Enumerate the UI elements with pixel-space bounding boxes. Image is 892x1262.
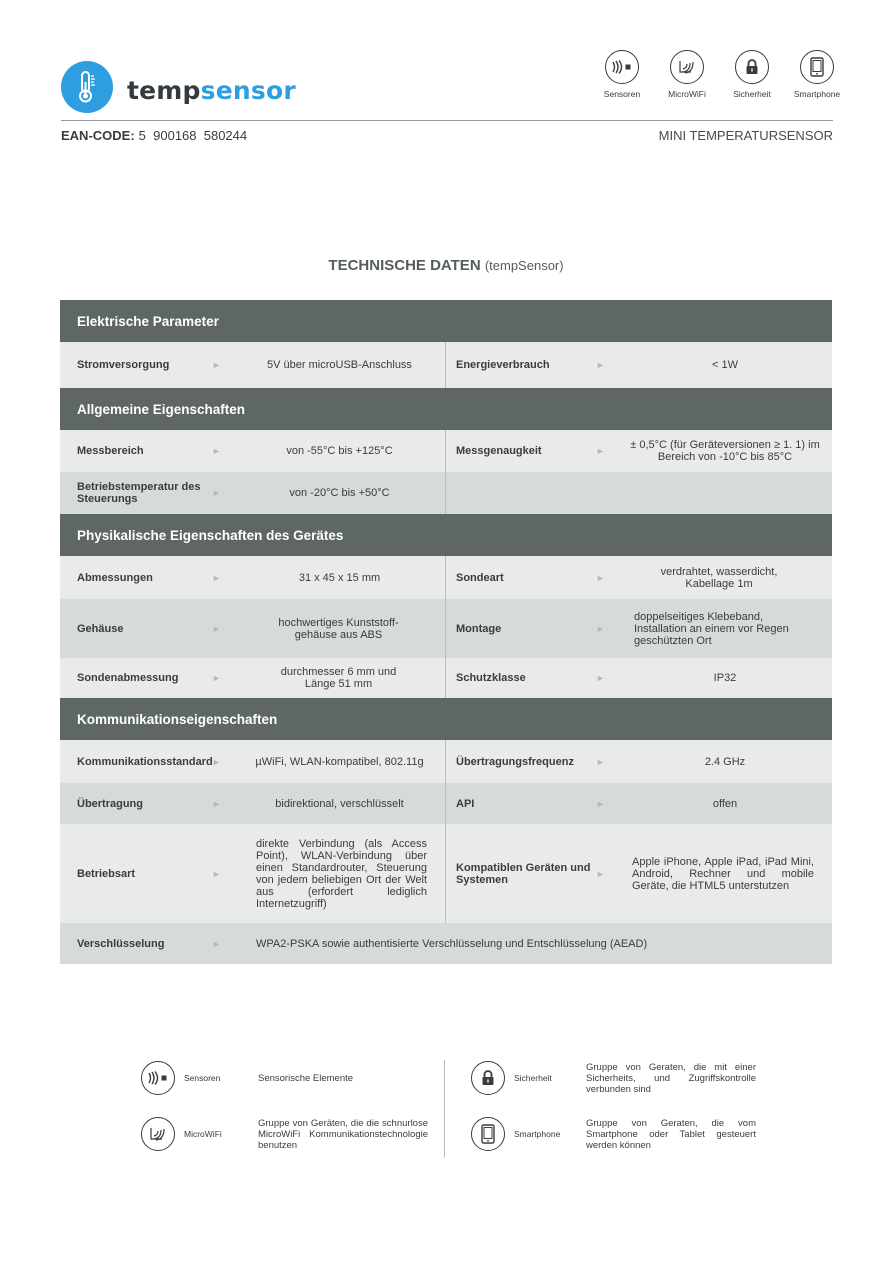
legend-item — [471, 1117, 756, 1151]
spec-key: Messbereich — [77, 445, 144, 457]
arrow-icon: ► — [212, 756, 221, 767]
arrow-icon: ► — [212, 868, 221, 879]
category-sicherheit — [720, 50, 784, 99]
legend-description: Gruppe von Geraten, die mit einer Sicherheits, und Zugriffskontrolle verbunden sind — [586, 1061, 756, 1095]
sensor-signal-icon — [611, 60, 633, 74]
spec-value: < 1W — [712, 359, 738, 371]
category-label: Sensoren — [603, 89, 641, 99]
section-header: Elektrische Parameter — [60, 300, 832, 342]
arrow-icon: ► — [212, 446, 221, 456]
table-row — [60, 824, 832, 923]
spec-key: Kommunikationsstandard — [77, 755, 213, 768]
spec-value: ± 0,5°C (für Geräteversionen ≥ 1. 1) im Bereich von -10°C bis 85°C — [630, 439, 820, 463]
spec-value: durchmesser 6 mm und Länge 51 mm — [280, 666, 397, 690]
spec-value: von -55°C bis +125°C — [286, 445, 393, 457]
spec-value: hochwertiges Kunststoff-gehäuse aus ABS — [278, 616, 399, 641]
spec-key: Sondeart — [456, 571, 504, 584]
smartphone-icon — [481, 1124, 495, 1144]
spec-value: WPA2-PSKA sowie authentisierte Verschlüsselung und Entschlüsselung (AEAD) — [256, 937, 648, 950]
arrow-icon: ► — [596, 798, 605, 809]
spec-value: Apple iPhone, Apple iPad, iPad Mini, Android, Rechner und mobile Geräte, die HTML5 unterstutzen — [632, 855, 814, 892]
table-row — [60, 342, 832, 388]
spec-key: Übertragung — [77, 797, 143, 810]
spec-value: 31 x 45 x 15 mm — [298, 571, 381, 584]
legend-item — [141, 1061, 428, 1095]
brand-part-2: sensor — [200, 76, 296, 105]
spec-key: Verschlüsselung — [77, 937, 165, 950]
spec-key: Betriebsart — [77, 867, 136, 880]
legend-item — [141, 1117, 428, 1151]
arrow-icon: ► — [596, 446, 605, 456]
table-row — [60, 430, 832, 472]
spec-key: Betriebstemperatur des Steuerungs — [77, 481, 201, 505]
spec-value: doppelseitiges Klebeband, Installation an einem vor Regen geschützten Ort — [634, 610, 789, 647]
legend-name: MicroWiFi — [184, 1129, 222, 1139]
arrow-icon: ► — [596, 673, 605, 683]
spec-value: offen — [712, 797, 738, 810]
microwifi-icon — [678, 59, 696, 75]
arrow-icon: ► — [212, 798, 221, 809]
arrow-icon: ► — [596, 572, 605, 583]
category-label: MicroWiFi — [668, 89, 706, 99]
smartphone-icon — [810, 57, 824, 77]
arrow-icon: ► — [596, 868, 605, 879]
spec-key: API — [456, 797, 475, 810]
arrow-icon: ► — [596, 756, 605, 767]
section-header: Allgemeine Eigenschaften — [60, 388, 832, 430]
icon-legend — [138, 1060, 778, 1160]
legend-name: Sicherheit — [514, 1073, 552, 1083]
title-sub: (tempSensor) — [484, 258, 564, 273]
category-label: Smartphone — [793, 89, 841, 99]
brand-part-1: temp — [127, 76, 201, 105]
spec-value: 5V über microUSB-Anschluss — [267, 359, 412, 371]
legend-description: Gruppe von Geraten, die vom Smartphone oder Tablet gesteuert werden können — [586, 1117, 756, 1151]
title-main: TECHNISCHE DATEN — [328, 257, 481, 274]
table-row — [60, 599, 832, 658]
spec-value: direkte Verbindung (als Access Point), WLAN-Verbindung über einen Standardrouter, Steuerung von jedem beliebigen Ort der Welt aus (erfordert lediglich Internetzugriff) — [256, 837, 427, 910]
table-row — [60, 472, 832, 514]
legend-name: Sensoren — [184, 1073, 221, 1083]
spec-key: Messgenaugkeit — [456, 445, 542, 457]
table-row — [60, 556, 832, 599]
thermometer-icon — [74, 70, 100, 104]
lock-icon — [481, 1070, 495, 1086]
brand-logo-text — [127, 76, 296, 105]
spec-value: bidirektional, verschlüsselt — [275, 797, 404, 810]
sensor-signal-icon — [147, 1071, 169, 1085]
spec-key: Montage — [456, 622, 502, 635]
legend-description: Gruppe von Geräten, die die schnurlose MicroWiFi Kommunikationstechnologie benutzen — [258, 1117, 428, 1151]
arrow-icon: ► — [212, 938, 221, 949]
spec-key: Gehäuse — [77, 622, 124, 635]
legend-name: Smartphone — [514, 1129, 561, 1139]
legend-description: Sensorische Elemente — [258, 1072, 354, 1084]
arrow-icon: ► — [212, 488, 221, 498]
category-smartphone — [785, 50, 849, 99]
spec-key: Schutzklasse — [456, 672, 526, 684]
spec-value: µWiFi, WLAN-kompatibel, 802.11g — [255, 755, 424, 768]
arrow-icon: ► — [212, 360, 221, 370]
arrow-icon: ► — [596, 623, 605, 634]
product-subtitle: MINI TEMPERATURSENSOR — [658, 128, 833, 143]
section-header: Physikalische Eigenschaften des Gerätes — [60, 514, 832, 556]
spec-key: Übertragungsfrequenz — [456, 755, 574, 768]
spec-table — [60, 300, 832, 964]
empty-cell — [446, 472, 832, 514]
spec-key: Kompatiblen Geräten und Systemen — [456, 861, 591, 886]
arrow-icon: ► — [212, 673, 221, 683]
spec-key: Energieverbrauch — [456, 359, 550, 371]
spec-value: von -20°C bis +50°C — [289, 487, 390, 499]
category-label: Sicherheit — [733, 89, 771, 99]
table-row-full — [60, 923, 832, 964]
section-header: Kommunikationseigenschaften — [60, 698, 832, 740]
category-microwifi — [655, 50, 719, 99]
ean-label: EAN-CODE: — [61, 128, 135, 143]
arrow-icon: ► — [212, 572, 221, 583]
table-row — [60, 740, 832, 783]
spec-key: Stromversorgung — [77, 359, 170, 371]
table-row — [60, 783, 832, 824]
arrow-icon: ► — [212, 623, 221, 634]
header-divider — [61, 120, 833, 121]
ean-code — [61, 128, 247, 143]
logo-badge — [61, 61, 113, 113]
spec-key: Sondenabmessung — [77, 672, 179, 684]
arrow-icon: ► — [596, 360, 605, 370]
legend-item — [471, 1061, 756, 1095]
spec-value: IP32 — [713, 672, 737, 684]
document-title — [0, 257, 892, 274]
spec-key: Abmessungen — [77, 571, 153, 584]
table-row — [60, 658, 832, 698]
spec-value: verdrahtet, wasserdicht, Kabellage 1m — [660, 565, 778, 590]
spec-value: 2.4 GHz — [704, 755, 746, 768]
lock-icon — [745, 59, 759, 75]
microwifi-icon — [149, 1126, 167, 1142]
legend-divider — [444, 1060, 445, 1158]
category-sensoren — [590, 50, 654, 99]
category-icons — [590, 50, 850, 99]
ean-value: 5 900168 580244 — [138, 128, 248, 143]
